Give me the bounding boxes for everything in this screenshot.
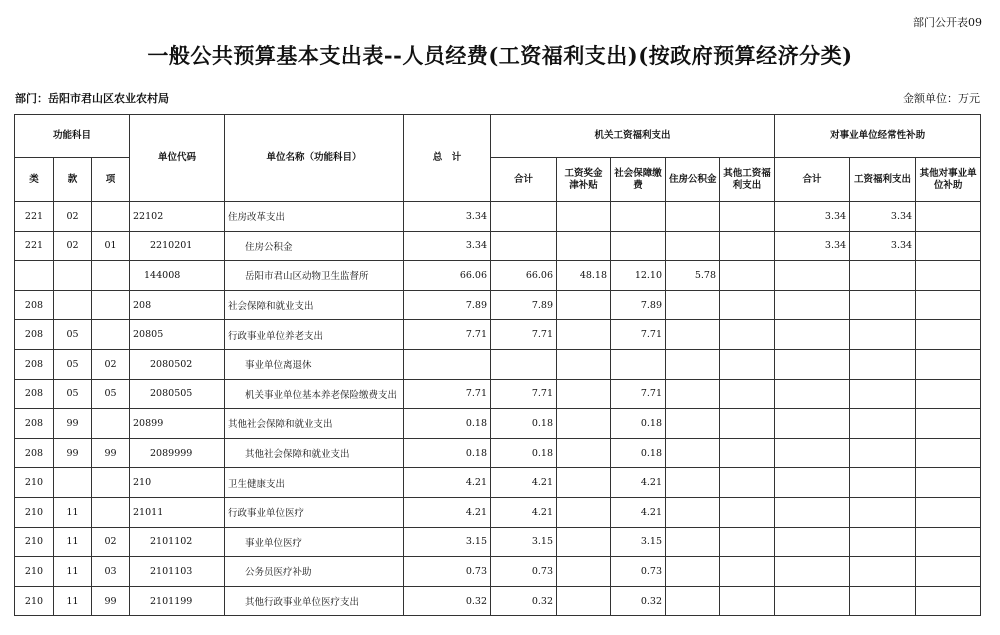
cell-unit-name: 事业单位离退休 — [225, 349, 404, 379]
cell-org-bonus — [557, 527, 611, 557]
cell-org-housing — [666, 202, 720, 232]
cell-sub-other — [916, 379, 981, 409]
cell-class: 210 — [15, 557, 54, 587]
amount-unit-label: 金额单位：万元 — [903, 92, 980, 105]
header-subsidy-group: 对事业单位经常性补助 — [775, 115, 981, 158]
cell-sub-welfare — [850, 586, 916, 616]
header-unit-name: 单位名称（功能科目） — [225, 115, 404, 202]
cell-unit-name: 行政事业单位医疗 — [225, 497, 404, 527]
table-row — [15, 261, 981, 291]
cell-total: 7.89 — [404, 290, 491, 320]
cell-org-bonus — [557, 557, 611, 587]
cell-org-total: 3.15 — [491, 527, 557, 557]
cell-org-social — [611, 349, 666, 379]
header-class: 类 — [15, 158, 54, 202]
cell-sub-other — [916, 468, 981, 498]
cell-kuan — [54, 468, 92, 498]
cell-xiang — [92, 261, 130, 291]
cell-org-total: 7.71 — [491, 320, 557, 350]
table-body — [15, 202, 981, 616]
cell-org-social — [611, 231, 666, 261]
cell-org-bonus — [557, 231, 611, 261]
cell-unit-code: 21011 — [130, 497, 225, 527]
cell-xiang — [92, 497, 130, 527]
cell-total: 0.18 — [404, 438, 491, 468]
cell-org-social: 0.18 — [611, 409, 666, 439]
header-kuan: 款 — [54, 158, 92, 202]
cell-sub-total: 3.34 — [775, 231, 850, 261]
cell-sub-total: 3.34 — [775, 202, 850, 232]
cell-unit-name: 其他行政事业单位医疗支出 — [225, 586, 404, 616]
cell-sub-welfare — [850, 438, 916, 468]
cell-org-total: 66.06 — [491, 261, 557, 291]
cell-sub-other — [916, 586, 981, 616]
cell-org-bonus — [557, 202, 611, 232]
cell-unit-name: 其他社会保障和就业支出 — [225, 409, 404, 439]
table-row — [15, 557, 981, 587]
cell-org-other — [720, 261, 775, 291]
cell-sub-welfare: 3.34 — [850, 202, 916, 232]
cell-org-social: 0.32 — [611, 586, 666, 616]
cell-org-total — [491, 349, 557, 379]
cell-unit-code: 22102 — [130, 202, 225, 232]
cell-org-social: 7.89 — [611, 290, 666, 320]
cell-unit-name: 住房公积金 — [225, 231, 404, 261]
cell-class: 210 — [15, 586, 54, 616]
header-org-housing: 住房公积金 — [666, 158, 720, 202]
cell-kuan: 02 — [54, 231, 92, 261]
cell-sub-other — [916, 290, 981, 320]
cell-org-social: 3.15 — [611, 527, 666, 557]
cell-org-social: 4.21 — [611, 468, 666, 498]
table-row — [15, 409, 981, 439]
cell-total: 0.18 — [404, 409, 491, 439]
cell-org-social: 7.71 — [611, 320, 666, 350]
cell-kuan: 11 — [54, 557, 92, 587]
cell-class: 221 — [15, 231, 54, 261]
cell-unit-name: 岳阳市君山区动物卫生监督所 — [225, 261, 404, 291]
cell-sub-total — [775, 290, 850, 320]
cell-org-total: 4.21 — [491, 497, 557, 527]
header-unit-code: 单位代码 — [130, 115, 225, 202]
cell-xiang: 02 — [92, 527, 130, 557]
cell-sub-other — [916, 557, 981, 587]
cell-total: 3.15 — [404, 527, 491, 557]
cell-org-housing — [666, 527, 720, 557]
table-row — [15, 438, 981, 468]
cell-total: 0.32 — [404, 586, 491, 616]
cell-unit-code: 2080505 — [130, 379, 225, 409]
cell-org-other — [720, 320, 775, 350]
cell-org-bonus — [557, 409, 611, 439]
header-sub-welfare: 工资福利支出 — [850, 158, 916, 202]
cell-kuan — [54, 290, 92, 320]
cell-org-other — [720, 438, 775, 468]
cell-org-housing — [666, 320, 720, 350]
cell-sub-other — [916, 527, 981, 557]
cell-org-other — [720, 349, 775, 379]
cell-org-bonus — [557, 497, 611, 527]
cell-sub-welfare — [850, 349, 916, 379]
table-row — [15, 379, 981, 409]
cell-org-social: 0.73 — [611, 557, 666, 587]
cell-sub-welfare — [850, 320, 916, 350]
cell-total — [404, 349, 491, 379]
cell-xiang: 03 — [92, 557, 130, 587]
cell-class: 210 — [15, 468, 54, 498]
header-org-welfare-group: 机关工资福利支出 — [491, 115, 775, 158]
cell-org-bonus — [557, 379, 611, 409]
cell-class: 210 — [15, 527, 54, 557]
cell-sub-total — [775, 586, 850, 616]
cell-total: 4.21 — [404, 497, 491, 527]
cell-sub-welfare — [850, 290, 916, 320]
cell-kuan: 11 — [54, 497, 92, 527]
cell-xiang — [92, 320, 130, 350]
cell-org-bonus — [557, 290, 611, 320]
cell-org-bonus — [557, 349, 611, 379]
cell-org-housing — [666, 468, 720, 498]
table-row — [15, 586, 981, 616]
cell-org-total: 0.18 — [491, 409, 557, 439]
cell-unit-code: 2101102 — [130, 527, 225, 557]
header-org-other: 其他工资福利支出 — [720, 158, 775, 202]
cell-org-social: 7.71 — [611, 379, 666, 409]
cell-org-total — [491, 202, 557, 232]
cell-xiang: 99 — [92, 438, 130, 468]
cell-xiang: 01 — [92, 231, 130, 261]
cell-unit-code: 208 — [130, 290, 225, 320]
cell-org-bonus — [557, 586, 611, 616]
form-number: 部门公开表09 — [913, 16, 982, 29]
cell-org-housing: 5.78 — [666, 261, 720, 291]
cell-org-housing — [666, 586, 720, 616]
cell-xiang: 99 — [92, 586, 130, 616]
cell-org-total: 0.18 — [491, 438, 557, 468]
table-row — [15, 527, 981, 557]
cell-unit-name: 社会保障和就业支出 — [225, 290, 404, 320]
header-total: 总 计 — [404, 115, 491, 202]
cell-unit-code: 20899 — [130, 409, 225, 439]
cell-class: 210 — [15, 497, 54, 527]
cell-sub-total — [775, 320, 850, 350]
cell-org-bonus — [557, 438, 611, 468]
header-org-social: 社会保障缴费 — [611, 158, 666, 202]
cell-sub-other — [916, 349, 981, 379]
cell-org-total: 7.71 — [491, 379, 557, 409]
cell-class — [15, 261, 54, 291]
cell-org-housing — [666, 497, 720, 527]
cell-sub-total — [775, 379, 850, 409]
cell-xiang: 02 — [92, 349, 130, 379]
budget-table — [14, 114, 981, 616]
cell-unit-code: 2089999 — [130, 438, 225, 468]
cell-org-housing — [666, 349, 720, 379]
table-row — [15, 497, 981, 527]
cell-org-housing — [666, 557, 720, 587]
cell-org-social: 0.18 — [611, 438, 666, 468]
table-row — [15, 231, 981, 261]
department-label: 部门：岳阳市君山区农业农村局 — [15, 92, 169, 105]
cell-total: 3.34 — [404, 231, 491, 261]
cell-xiang — [92, 409, 130, 439]
cell-org-bonus — [557, 468, 611, 498]
cell-kuan: 11 — [54, 586, 92, 616]
cell-org-total — [491, 231, 557, 261]
cell-unit-name: 住房改革支出 — [225, 202, 404, 232]
cell-total: 7.71 — [404, 379, 491, 409]
cell-org-bonus: 48.18 — [557, 261, 611, 291]
page-title: 一般公共预算基本支出表--人员经费(工资福利支出)(按政府预算经济分类) — [147, 43, 853, 68]
table-row — [15, 202, 981, 232]
cell-unit-code: 20805 — [130, 320, 225, 350]
cell-sub-welfare — [850, 409, 916, 439]
cell-sub-welfare — [850, 468, 916, 498]
cell-sub-other — [916, 497, 981, 527]
cell-class: 208 — [15, 379, 54, 409]
cell-kuan: 05 — [54, 379, 92, 409]
cell-xiang — [92, 468, 130, 498]
cell-unit-code: 2080502 — [130, 349, 225, 379]
cell-org-total: 0.32 — [491, 586, 557, 616]
cell-sub-total — [775, 497, 850, 527]
cell-org-other — [720, 231, 775, 261]
cell-kuan: 99 — [54, 409, 92, 439]
cell-sub-welfare — [850, 527, 916, 557]
cell-sub-other — [916, 320, 981, 350]
cell-sub-total — [775, 261, 850, 291]
cell-kuan: 05 — [54, 320, 92, 350]
cell-total: 0.73 — [404, 557, 491, 587]
cell-org-bonus — [557, 320, 611, 350]
cell-sub-welfare: 3.34 — [850, 231, 916, 261]
table-row — [15, 468, 981, 498]
cell-sub-total — [775, 349, 850, 379]
header-xiang: 项 — [92, 158, 130, 202]
cell-org-social: 4.21 — [611, 497, 666, 527]
cell-xiang — [92, 290, 130, 320]
cell-class: 208 — [15, 438, 54, 468]
table-row — [15, 349, 981, 379]
cell-total: 66.06 — [404, 261, 491, 291]
cell-total: 7.71 — [404, 320, 491, 350]
cell-org-other — [720, 527, 775, 557]
cell-class: 208 — [15, 409, 54, 439]
cell-sub-total — [775, 527, 850, 557]
cell-sub-welfare — [850, 379, 916, 409]
cell-sub-total — [775, 409, 850, 439]
cell-org-total: 0.73 — [491, 557, 557, 587]
cell-class: 208 — [15, 349, 54, 379]
cell-org-housing — [666, 409, 720, 439]
cell-org-total: 7.89 — [491, 290, 557, 320]
cell-unit-name: 其他社会保障和就业支出 — [225, 438, 404, 468]
cell-org-housing — [666, 290, 720, 320]
cell-sub-welfare — [850, 261, 916, 291]
cell-sub-welfare — [850, 557, 916, 587]
cell-total: 4.21 — [404, 468, 491, 498]
cell-unit-name: 行政事业单位养老支出 — [225, 320, 404, 350]
cell-xiang: 05 — [92, 379, 130, 409]
header-sub-total: 合计 — [775, 158, 850, 202]
cell-unit-code: 210 — [130, 468, 225, 498]
cell-org-housing — [666, 231, 720, 261]
cell-kuan: 99 — [54, 438, 92, 468]
cell-total: 3.34 — [404, 202, 491, 232]
cell-class: 221 — [15, 202, 54, 232]
header-sub-other: 其他对事业单位补助 — [916, 158, 981, 202]
cell-kuan: 11 — [54, 527, 92, 557]
cell-xiang — [92, 202, 130, 232]
cell-unit-code: 144008 — [130, 261, 225, 291]
cell-sub-other — [916, 202, 981, 232]
table-row — [15, 320, 981, 350]
header-org-bonus: 工资奖金津补贴 — [557, 158, 611, 202]
cell-kuan — [54, 261, 92, 291]
cell-org-other — [720, 379, 775, 409]
cell-sub-other — [916, 409, 981, 439]
header-org-total: 合计 — [491, 158, 557, 202]
cell-kuan: 02 — [54, 202, 92, 232]
cell-org-other — [720, 586, 775, 616]
cell-sub-other — [916, 261, 981, 291]
cell-unit-name: 机关事业单位基本养老保险缴费支出 — [225, 379, 404, 409]
cell-sub-welfare — [850, 497, 916, 527]
cell-org-other — [720, 497, 775, 527]
cell-unit-code: 2101199 — [130, 586, 225, 616]
header-func-subject: 功能科目 — [15, 115, 130, 158]
cell-org-other — [720, 202, 775, 232]
cell-org-total: 4.21 — [491, 468, 557, 498]
cell-class: 208 — [15, 320, 54, 350]
cell-org-housing — [666, 379, 720, 409]
cell-org-social: 12.10 — [611, 261, 666, 291]
cell-kuan: 05 — [54, 349, 92, 379]
cell-unit-name: 公务员医疗补助 — [225, 557, 404, 587]
cell-sub-total — [775, 468, 850, 498]
cell-org-social — [611, 202, 666, 232]
cell-org-other — [720, 290, 775, 320]
table-row — [15, 290, 981, 320]
cell-unit-name: 事业单位医疗 — [225, 527, 404, 557]
cell-org-other — [720, 557, 775, 587]
cell-unit-name: 卫生健康支出 — [225, 468, 404, 498]
cell-sub-other — [916, 231, 981, 261]
cell-unit-code: 2210201 — [130, 231, 225, 261]
cell-org-housing — [666, 438, 720, 468]
cell-class: 208 — [15, 290, 54, 320]
cell-sub-total — [775, 557, 850, 587]
cell-org-other — [720, 468, 775, 498]
cell-unit-code: 2101103 — [130, 557, 225, 587]
cell-sub-other — [916, 438, 981, 468]
cell-org-other — [720, 409, 775, 439]
cell-sub-total — [775, 438, 850, 468]
